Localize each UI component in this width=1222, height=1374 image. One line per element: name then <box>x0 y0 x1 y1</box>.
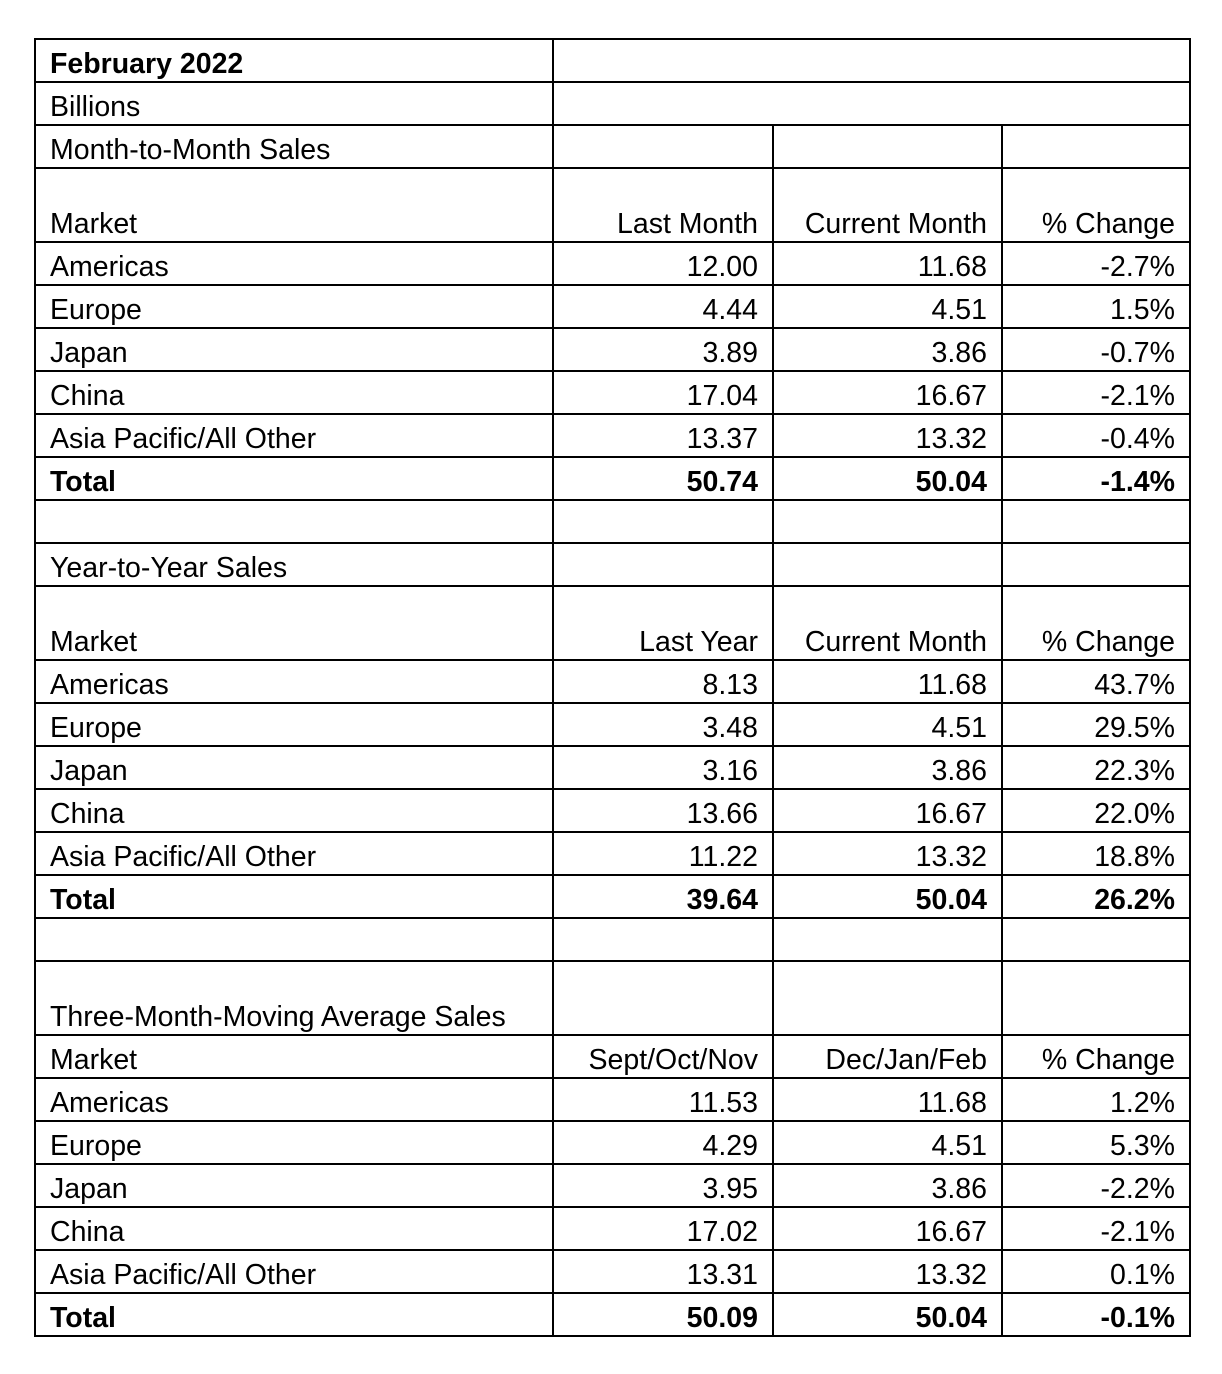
value-cell: 16.67 <box>773 789 1002 832</box>
blank-cell <box>773 918 1002 961</box>
column-header: Market <box>35 586 553 660</box>
table-row <box>35 1078 1190 1121</box>
blank-cell <box>1002 918 1190 961</box>
value-cell: 17.04 <box>553 371 773 414</box>
value-cell: 11.22 <box>553 832 773 875</box>
value-cell: 13.37 <box>553 414 773 457</box>
table-row <box>35 832 1190 875</box>
section-heading-row <box>35 543 1190 586</box>
total-row <box>35 1293 1190 1336</box>
table-row <box>35 242 1190 285</box>
total-value: 50.04 <box>773 1293 1002 1336</box>
market-cell: Asia Pacific/All Other <box>35 832 553 875</box>
value-cell: 4.29 <box>553 1121 773 1164</box>
change-cell: -2.7% <box>1002 242 1190 285</box>
column-header-row <box>35 1035 1190 1078</box>
value-cell: 3.95 <box>553 1164 773 1207</box>
column-header: Sept/Oct/Nov <box>553 1035 773 1078</box>
total-label: Total <box>35 457 553 500</box>
value-cell: 3.86 <box>773 328 1002 371</box>
value-cell: 8.13 <box>553 660 773 703</box>
market-cell: Japan <box>35 1164 553 1207</box>
blank-cell <box>1002 500 1190 543</box>
table-row <box>35 328 1190 371</box>
column-header: Last Year <box>553 586 773 660</box>
market-cell: Americas <box>35 660 553 703</box>
table-row <box>35 371 1190 414</box>
value-cell: 3.86 <box>773 1164 1002 1207</box>
total-label: Total <box>35 1293 553 1336</box>
total-row <box>35 875 1190 918</box>
column-header: % Change <box>1002 586 1190 660</box>
table-row <box>35 285 1190 328</box>
total-value: 39.64 <box>553 875 773 918</box>
table-row <box>35 1164 1190 1207</box>
market-cell: Americas <box>35 242 553 285</box>
column-header: Current Month <box>773 586 1002 660</box>
value-cell: 11.68 <box>773 660 1002 703</box>
market-cell: Asia Pacific/All Other <box>35 1250 553 1293</box>
unit-label: Billions <box>35 82 553 125</box>
market-cell: Japan <box>35 328 553 371</box>
market-cell: China <box>35 371 553 414</box>
column-header: Last Month <box>553 168 773 242</box>
value-cell: 3.16 <box>553 746 773 789</box>
change-cell: -0.4% <box>1002 414 1190 457</box>
total-change: -1.4% <box>1002 457 1190 500</box>
change-cell: -0.7% <box>1002 328 1190 371</box>
column-header: Market <box>35 168 553 242</box>
spacer-row <box>35 918 1190 961</box>
total-row <box>35 457 1190 500</box>
value-cell: 3.86 <box>773 746 1002 789</box>
value-cell: 4.51 <box>773 1121 1002 1164</box>
value-cell: 11.53 <box>553 1078 773 1121</box>
change-cell: 18.8% <box>1002 832 1190 875</box>
spacer-row <box>35 500 1190 543</box>
sales-table <box>34 38 1191 1337</box>
value-cell: 17.02 <box>553 1207 773 1250</box>
value-cell: 12.00 <box>553 242 773 285</box>
value-cell: 11.68 <box>773 242 1002 285</box>
table-row <box>35 703 1190 746</box>
total-value: 50.04 <box>773 875 1002 918</box>
section-heading-row <box>35 961 1190 1035</box>
blank-cell <box>553 961 773 1035</box>
blank-cell <box>553 500 773 543</box>
column-header: Current Month <box>773 168 1002 242</box>
change-cell: 43.7% <box>1002 660 1190 703</box>
change-cell: 22.3% <box>1002 746 1190 789</box>
value-cell: 3.48 <box>553 703 773 746</box>
change-cell: 0.1% <box>1002 1250 1190 1293</box>
total-change: 26.2% <box>1002 875 1190 918</box>
column-header-row <box>35 168 1190 242</box>
change-cell: 1.2% <box>1002 1078 1190 1121</box>
blank-cell <box>773 543 1002 586</box>
value-cell: 13.31 <box>553 1250 773 1293</box>
table-row <box>35 1250 1190 1293</box>
change-cell: 22.0% <box>1002 789 1190 832</box>
blank-cell <box>773 500 1002 543</box>
market-cell: Europe <box>35 1121 553 1164</box>
change-cell: -2.1% <box>1002 1207 1190 1250</box>
change-cell: 5.3% <box>1002 1121 1190 1164</box>
value-cell: 4.51 <box>773 703 1002 746</box>
total-value: 50.09 <box>553 1293 773 1336</box>
market-cell: Europe <box>35 703 553 746</box>
market-cell: China <box>35 789 553 832</box>
value-cell: 13.66 <box>553 789 773 832</box>
unit-row <box>35 82 1190 125</box>
column-header: % Change <box>1002 1035 1190 1078</box>
title-row <box>35 39 1190 82</box>
change-cell: -2.2% <box>1002 1164 1190 1207</box>
change-cell: -2.1% <box>1002 371 1190 414</box>
value-cell: 4.51 <box>773 285 1002 328</box>
change-cell: 1.5% <box>1002 285 1190 328</box>
table-row <box>35 789 1190 832</box>
column-header: % Change <box>1002 168 1190 242</box>
table-row <box>35 1207 1190 1250</box>
column-header-row <box>35 586 1190 660</box>
total-value: 50.04 <box>773 457 1002 500</box>
total-label: Total <box>35 875 553 918</box>
blank-cell <box>773 125 1002 168</box>
section-heading: Year-to-Year Sales <box>35 543 553 586</box>
blank-cell <box>553 125 773 168</box>
table-row <box>35 414 1190 457</box>
blank-cell <box>553 918 773 961</box>
blank-cell <box>553 39 1190 82</box>
blank-cell <box>773 961 1002 1035</box>
section-heading-row <box>35 125 1190 168</box>
total-change: -0.1% <box>1002 1293 1190 1336</box>
blank-cell <box>35 918 553 961</box>
value-cell: 11.68 <box>773 1078 1002 1121</box>
value-cell: 13.32 <box>773 1250 1002 1293</box>
blank-cell <box>553 543 773 586</box>
value-cell: 4.44 <box>553 285 773 328</box>
blank-cell <box>1002 125 1190 168</box>
market-cell: Asia Pacific/All Other <box>35 414 553 457</box>
blank-cell <box>553 82 1190 125</box>
market-cell: China <box>35 1207 553 1250</box>
blank-cell <box>1002 961 1190 1035</box>
column-header: Market <box>35 1035 553 1078</box>
section-heading: Month-to-Month Sales <box>35 125 553 168</box>
table-row <box>35 746 1190 789</box>
market-cell: Japan <box>35 746 553 789</box>
value-cell: 3.89 <box>553 328 773 371</box>
value-cell: 13.32 <box>773 414 1002 457</box>
table-row <box>35 1121 1190 1164</box>
column-header: Dec/Jan/Feb <box>773 1035 1002 1078</box>
market-cell: Europe <box>35 285 553 328</box>
change-cell: 29.5% <box>1002 703 1190 746</box>
value-cell: 16.67 <box>773 371 1002 414</box>
section-heading: Three-Month-Moving Average Sales <box>35 961 553 1035</box>
blank-cell <box>1002 543 1190 586</box>
total-value: 50.74 <box>553 457 773 500</box>
table-row <box>35 660 1190 703</box>
value-cell: 16.67 <box>773 1207 1002 1250</box>
report-title: February 2022 <box>35 39 553 82</box>
value-cell: 13.32 <box>773 832 1002 875</box>
market-cell: Americas <box>35 1078 553 1121</box>
blank-cell <box>35 500 553 543</box>
